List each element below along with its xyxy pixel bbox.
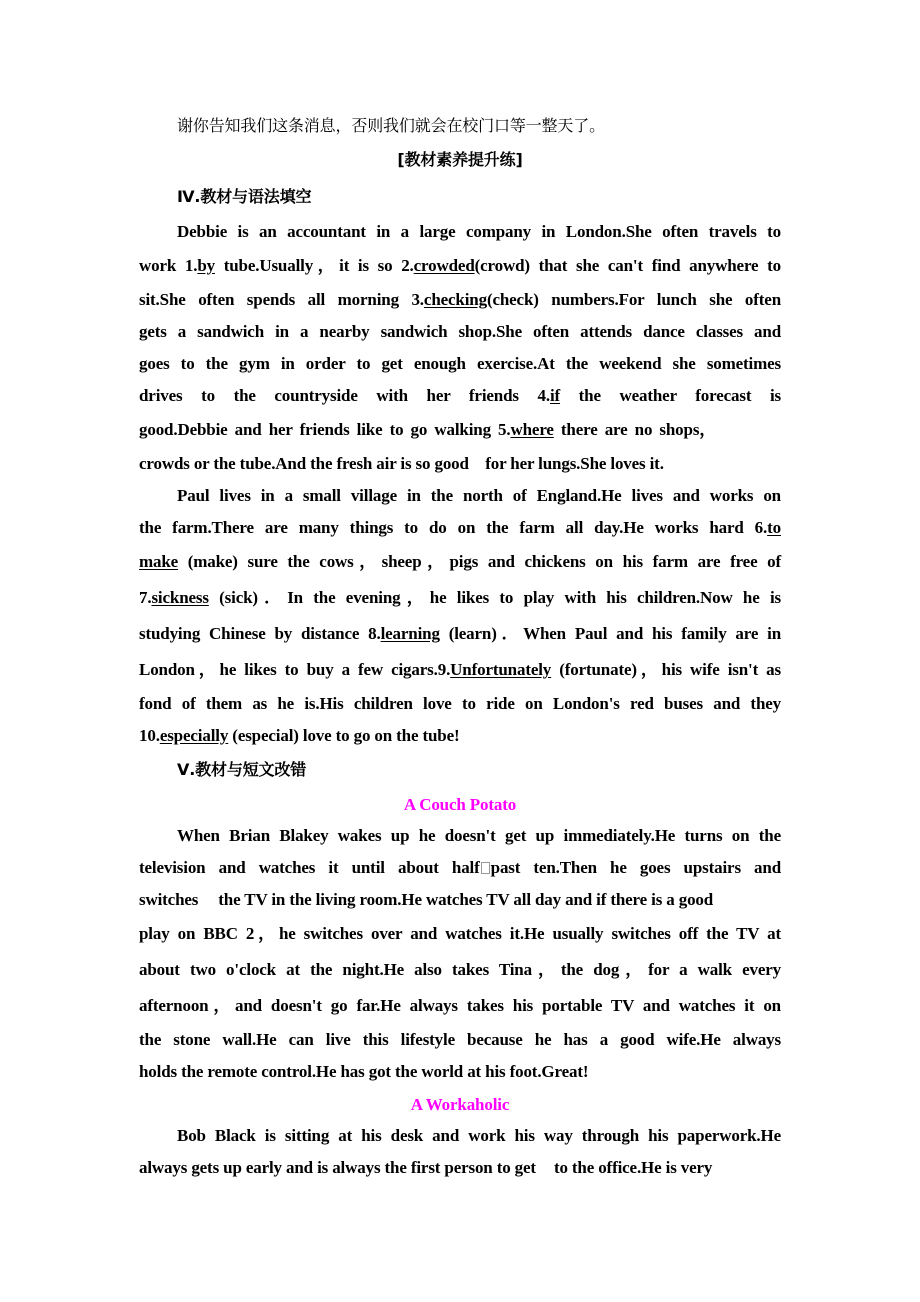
text: Debbie is an accountant in a large company in London.She often travels to [177, 222, 781, 241]
text: London，he likes to buy a few cigars.9. [139, 660, 451, 679]
p2-line-4 [139, 586, 781, 610]
story1-line-6 [139, 994, 781, 1018]
text: about two o'clock at the night.He also takes Tina，the dog，for a walk every [139, 960, 781, 979]
p1-line-4 [139, 320, 781, 344]
text: crowds or the tube.And the fresh air is so good for her lungs.She loves it. [139, 454, 664, 473]
story1-line-7 [139, 1028, 781, 1052]
text: (crowd) that she can't find anywhere to [474, 256, 782, 275]
p2-line-8 [139, 724, 781, 748]
text: tube.Usually，it is so 2. [215, 256, 414, 275]
text: (check) numbers.For lunch she often [486, 290, 782, 309]
text: (fortunate)，his wife isn't as [551, 660, 781, 679]
text: When Brian Blakey wakes up he doesn't get up immediately.He turns on the [177, 826, 781, 845]
section-banner: [教材素养提升练] [397, 150, 523, 169]
text: sit.She often spends all morning 3. [139, 290, 424, 309]
text: 10. [139, 726, 160, 745]
story1-line-4 [139, 922, 781, 946]
text: good.Debbie and her friends like to go walking 5. [139, 420, 511, 439]
p2-line-7 [139, 692, 781, 716]
text: fond of them as he is.His children love to ride on London's red buses and they [139, 694, 781, 713]
section-5-heading: Ⅴ.教材与短文改错 [177, 760, 307, 779]
story1-line-3 [139, 888, 781, 912]
story1-line-5 [139, 958, 781, 982]
section-4-heading: Ⅳ.教材与语法填空 [177, 187, 312, 206]
story2-line-1 [139, 1124, 781, 1148]
answer-7: sickness [151, 588, 209, 607]
text: the farm.There are many things to do on the farm all day.He works hard 6. [139, 518, 768, 537]
story1-line-1 [139, 824, 781, 848]
p2-line-1 [139, 484, 781, 508]
text: past ten.Then he goes upstairs and [490, 858, 781, 877]
text: studying Chinese by distance 8. [139, 624, 381, 643]
text: television and watches it until about half [139, 858, 480, 877]
p1-line-3 [139, 288, 781, 312]
text: Paul lives in a small village in the north of England.He lives and works on [177, 486, 781, 505]
text: to the office.He is very [553, 1158, 713, 1177]
text: (especial) love to go on the tube! [228, 726, 460, 745]
answer-10: especially [159, 726, 229, 745]
answer-4: if [549, 386, 561, 405]
story2-line-2 [139, 1156, 781, 1180]
text: always gets up early and is always the first person to get [139, 1158, 536, 1177]
p1-line-2 [139, 254, 781, 278]
p2-line-5 [139, 622, 781, 646]
text: (make) sure the cows，sheep，pigs and chickens on his farm are free of [178, 552, 781, 571]
text: holds the remote control.He has got the world at his foot.Great! [139, 1062, 589, 1081]
text: afternoon，and doesn't go far.He always takes his portable TV and watches it on [139, 996, 781, 1015]
text: Bob Black is sitting at his desk and work his way through his paperwork.He [177, 1126, 781, 1145]
answer-1: by [197, 256, 215, 275]
answer-6-part-2: make [139, 552, 179, 571]
intro-translation-line: 谢你告知我们这条消息，否则我们就会在校门口等一整天了。 [177, 116, 605, 135]
text: gets a sandwich in a nearby sandwich shop.She often attends dance classes and [139, 322, 781, 341]
text: there are no shops， [553, 420, 717, 439]
p2-line-6 [139, 658, 781, 682]
text: (sick)．In the evening，he likes to play with his children.Now he is [208, 588, 781, 607]
answer-3: checking [423, 290, 487, 309]
text: the TV in the living room.He watches TV all day and if there is a good [218, 890, 714, 909]
answer-9: Unfortunately [450, 660, 552, 679]
story1-line-8 [139, 1060, 781, 1084]
missing-glyph-box-icon [481, 862, 490, 874]
text: switches [139, 890, 199, 909]
text: (learn)．When Paul and his family are in [439, 624, 781, 643]
text: goes to the gym in order to get enough exercise.At the weekend she sometimes [139, 354, 781, 373]
answer-6-part-1: to [767, 518, 781, 537]
p2-line-3 [139, 550, 781, 574]
text: drives to the countryside with her friends 4. [139, 386, 550, 405]
answer-5: where [510, 420, 554, 439]
text: work 1. [139, 256, 198, 275]
text: 7. [139, 588, 152, 607]
text: the stone wall.He can live this lifestyle because he has a good wife.He always [139, 1030, 781, 1049]
story1-line-2 [139, 856, 781, 880]
p1-line-7 [139, 418, 781, 442]
text: the weather forecast is [560, 386, 782, 405]
answer-2: crowded [413, 256, 475, 275]
text: play on BBC 2，he switches over and watches it.He usually switches off the TV at [139, 924, 781, 943]
p1-line-6 [139, 384, 781, 408]
p1-line-5 [139, 352, 781, 376]
story-1-title: A Couch Potato [403, 795, 517, 814]
answer-8: learning [380, 624, 440, 643]
p1-line-1 [139, 220, 781, 244]
p1-line-8 [139, 452, 781, 476]
p2-line-2 [139, 516, 781, 540]
story-2-title: A Workaholic [410, 1095, 510, 1114]
